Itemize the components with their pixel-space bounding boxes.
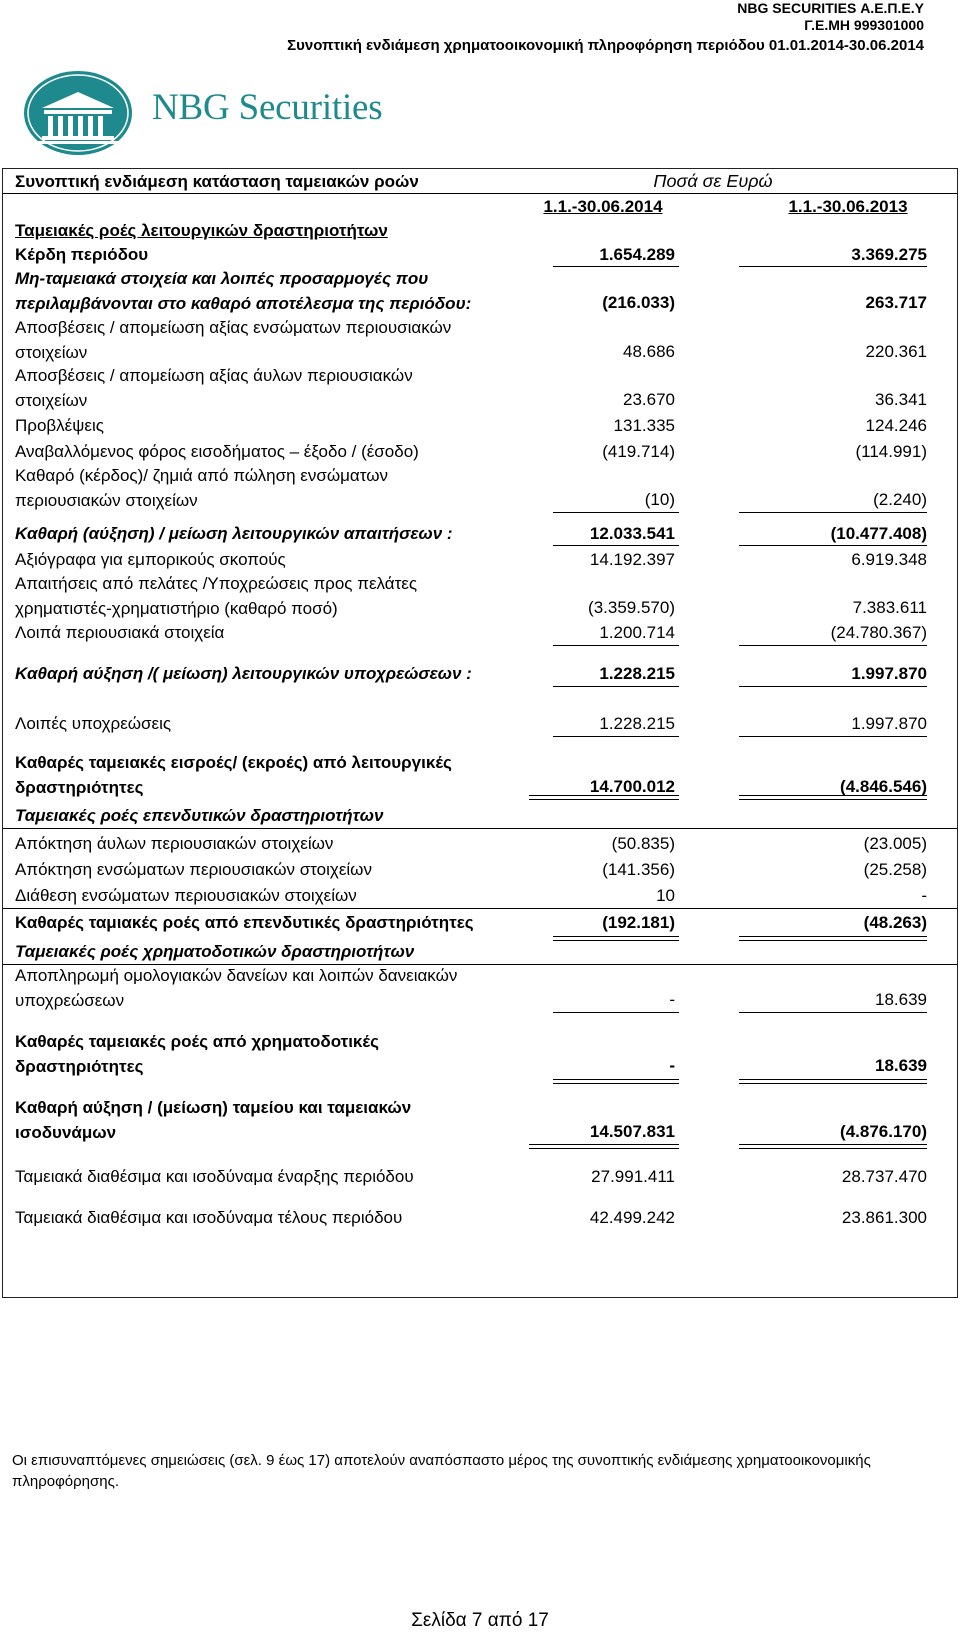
row-label: Καθαρές ταμειακές εισροές/ (εκροές) από λειτουργικές δραστηριότητες bbox=[15, 753, 452, 797]
row-label: Κέρδη περιόδου bbox=[15, 245, 149, 264]
row-value-2014: (141.356) bbox=[602, 860, 675, 879]
row-value-2013: (48.263) bbox=[863, 913, 927, 932]
row-value-2014: (50.835) bbox=[611, 834, 675, 853]
row-label: Διάθεση ενσώματων περιουσιακών στοιχείων bbox=[15, 886, 357, 905]
company-name: NBG SECURITIES Α.Ε.Π.Ε.Υ bbox=[737, 0, 924, 16]
row-value-2013: (4.876.170) bbox=[840, 1122, 927, 1141]
row-value-2014: - bbox=[669, 1056, 675, 1075]
row-label: Αποπληρωμή ομολογιακών δανείων και λοιπών δανειακών υποχρεώσεων bbox=[15, 966, 458, 1010]
row-label: Αναβαλλόμενος φόρος εισοδήματος – έξοδο / (έσοδο) bbox=[15, 442, 419, 461]
row-value-2014: 23.670 bbox=[623, 390, 675, 409]
row-value-2013: 6.919.348 bbox=[851, 550, 927, 569]
row-value-2013: 28.737.470 bbox=[841, 1167, 927, 1186]
footnote: Οι επισυναπτόμενες σημειώσεις (σελ. 9 έως 17) αποτελούν αναπόσπαστο μέρος της συνοπτικής ενδιάμεσης χρηματοοικονομικής πληροφόρησης. bbox=[12, 1452, 871, 1490]
row-label: Απόκτηση άυλων περιουσιακών στοιχείων bbox=[15, 834, 334, 853]
row-value-2014: 1.228.215 bbox=[599, 664, 675, 683]
row-value-2013: (25.258) bbox=[863, 860, 927, 879]
section-heading-operating: Ταμειακές ροές λειτουργικών δραστηριοτήτων bbox=[15, 221, 388, 240]
row-value-2013: - bbox=[921, 886, 927, 905]
row-value-2014: (3.359.570) bbox=[588, 598, 675, 617]
row-label: Καθαρό (κέρδος)/ ζημιά από πώληση ενσώματων περιουσιακών στοιχείων bbox=[15, 466, 388, 510]
row-value-2014: (216.033) bbox=[602, 293, 675, 312]
row-value-2013: 18.639 bbox=[875, 1056, 927, 1075]
row-value-2014: (10) bbox=[644, 490, 675, 509]
row-value-2013: 7.383.611 bbox=[852, 598, 927, 617]
row-value-2014: 12.033.541 bbox=[589, 524, 675, 543]
row-value-2013: 1.997.870 bbox=[851, 664, 927, 683]
row-value-2013: 23.861.300 bbox=[841, 1208, 927, 1227]
row-value-2014: 14.192.397 bbox=[589, 550, 675, 569]
row-value-2013: 124.246 bbox=[865, 416, 927, 435]
row-value-2013: (23.005) bbox=[863, 834, 927, 853]
row-value-2013: (114.991) bbox=[855, 442, 927, 461]
row-value-2014: 1.654.289 bbox=[599, 245, 675, 264]
cash-flow-statement bbox=[2, 168, 958, 1298]
row-value-2014: 131.335 bbox=[613, 416, 675, 435]
page-number: Σελίδα 7 από 17 bbox=[411, 1610, 549, 1631]
section-heading-investing: Ταμειακές ροές επενδυτικών δραστηριοτήτων bbox=[15, 806, 384, 825]
row-value-2014: 42.499.242 bbox=[589, 1208, 675, 1227]
row-value-2013: (24.780.367) bbox=[830, 623, 927, 642]
section-heading-financing: Ταμειακές ροές χρηματοδοτικών δραστηριοτήτων bbox=[15, 942, 415, 961]
row-value-2014: 14.700.012 bbox=[589, 777, 675, 796]
logo-text: NBG Securities bbox=[152, 87, 383, 128]
row-label: Αποσβέσεις / απομείωση αξίας άυλων περιουσιακών στοιχείων bbox=[15, 366, 413, 410]
row-value-2013: 36.341 bbox=[875, 390, 927, 409]
row-value-2014: 1.200.714 bbox=[599, 623, 675, 642]
row-label: Μη-ταμειακά στοιχεία και λοιπές προσαρμογές που περιλαμβάνονται στο καθαρό αποτέλεσμα της περιόδου: bbox=[15, 269, 472, 313]
row-value-2014: (419.714) bbox=[602, 442, 675, 461]
row-value-2014: (192.181) bbox=[602, 913, 675, 932]
currency-note: Ποσά σε Ευρώ bbox=[653, 171, 773, 191]
row-label: Λοιπές υποχρεώσεις bbox=[15, 714, 172, 733]
row-value-2014: - bbox=[669, 990, 675, 1009]
row-value-2013: (2.240) bbox=[873, 490, 927, 509]
column-header-2013: 1.1.-30.06.2013 bbox=[788, 197, 908, 216]
row-label: Ταμειακά διαθέσιμα και ισοδύναμα έναρξης περιόδου bbox=[15, 1167, 414, 1186]
row-value-2014: 27.991.411 bbox=[591, 1167, 675, 1186]
row-label: Προβλέψεις bbox=[15, 416, 104, 435]
row-value-2014: 14.507.831 bbox=[589, 1122, 675, 1141]
row-label: Αποσβέσεις / απομείωση αξίας ενσώματων περιουσιακών στοιχείων bbox=[15, 318, 452, 362]
row-label: Καθαρή αύξηση / (μείωση) ταμείου και ταμειακών ισοδυνάμων bbox=[15, 1098, 412, 1142]
row-value-2013: 18.639 bbox=[875, 990, 927, 1009]
row-value-2013: 263.717 bbox=[865, 293, 927, 312]
row-value-2014: 48.686 bbox=[623, 342, 675, 361]
row-value-2013: 1.997.870 bbox=[851, 714, 927, 733]
row-label: Απαιτήσεις από πελάτες /Υποχρεώσεις προς πελάτες χρηματιστές-χρηματιστήριο (καθαρό ποσό) bbox=[15, 574, 418, 618]
row-value-2013: (4.846.546) bbox=[840, 777, 927, 796]
row-label: Καθαρή (αύξηση) / μείωση λειτουργικών απαιτήσεων : bbox=[15, 524, 453, 543]
row-label: Καθαρές ταμειακές ροές από χρηματοδοτικές δραστηριότητες bbox=[15, 1032, 379, 1076]
row-label: Απόκτηση ενσώματων περιουσιακών στοιχείων bbox=[15, 860, 372, 879]
report-title: Συνοπτική ενδιάμεση χρηματοοικονομική πληροφόρηση περιόδου 01.01.2014-30.06.2014 bbox=[287, 37, 924, 54]
row-label: Ταμειακά διαθέσιμα και ισοδύναμα τέλους περιόδου bbox=[15, 1208, 403, 1227]
row-label: Καθαρές ταμιακές ροές από επενδυτικές δραστηριότητες bbox=[15, 913, 474, 932]
row-value-2013: (10.477.408) bbox=[830, 524, 927, 543]
row-value-2013: 220.361 bbox=[865, 342, 927, 361]
row-value-2014: 1.228.215 bbox=[599, 714, 675, 733]
row-value-2013: 3.369.275 bbox=[851, 245, 927, 264]
registry-number: Γ.Ε.ΜΗ 999301000 bbox=[804, 17, 924, 33]
column-header-2014: 1.1.-30.06.2014 bbox=[543, 197, 663, 216]
row-label: Καθαρή αύξηση /( μείωση) λειτουργικών υποχρεώσεων : bbox=[15, 664, 472, 683]
row-label: Λοιπά περιουσιακά στοιχεία bbox=[15, 623, 225, 642]
row-value-2014: 10 bbox=[656, 886, 675, 905]
statement-title: Συνοπτική ενδιάμεση κατάσταση ταμειακών ροών bbox=[15, 172, 419, 191]
row-label: Αξιόγραφα για εμπορικούς σκοπούς bbox=[15, 550, 286, 569]
